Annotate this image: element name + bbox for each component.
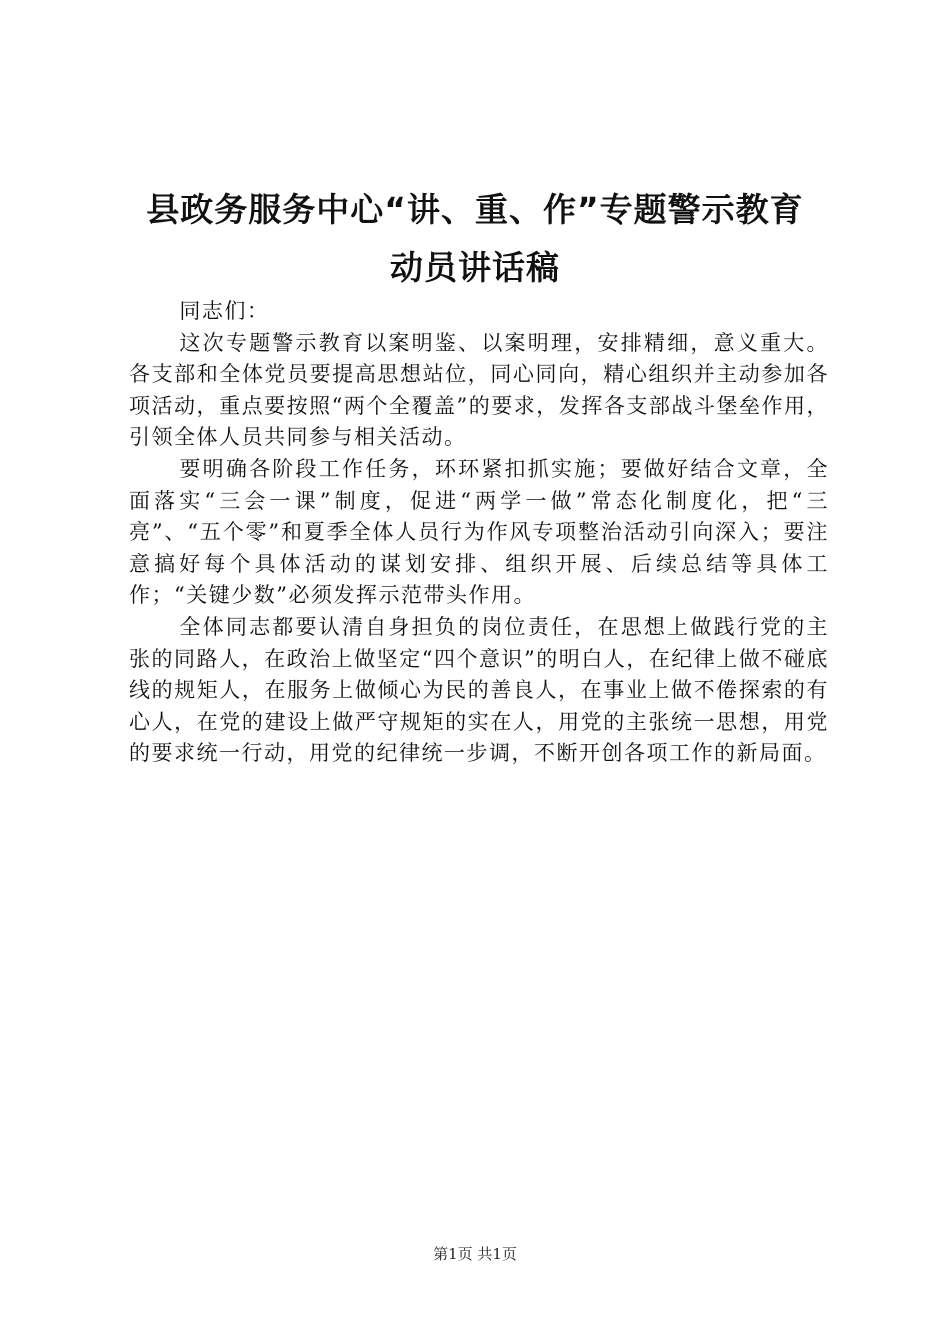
paragraph-2: 要明确各阶段工作任务，环环紧扣抓实施；要做好结合文章，全面落实“三会一课”制度，促进“两学一做”常态化制度化，把“三亮”、“五个零”和夏季全体人员行为作风专项整治活动引向深入；要注意搞好每个具体活动的谋划安排、组织开展、后续总结等具体工作；“关键少数”必须发挥示范带头作用。 (129, 456, 829, 608)
document-body (129, 296, 829, 770)
salutation: 同志们： (179, 299, 270, 323)
document-title-line-1: 县政务服务中心“讲、重、作”专题警示教育 (146, 190, 804, 229)
paragraph-3: 全体同志都要认清自身担负的岗位责任，在思想上做践行党的主张的同路人，在政治上做坚定“四个意识”的明白人，在纪律上做不碰底线的规矩人，在服务上做倾心为民的善良人，在事业上做不倦探索的有心人，在党的建设上做严守规矩的实在人，用党的主张统一思想，用党的要求统一行动，用党的纪律统一步调，不断开创各项工作的新局面。 (129, 614, 829, 766)
page-number-footer: 第1页 共1页 (433, 1245, 517, 1263)
paragraph-1: 这次专题警示教育以案明鉴、以案明理，安排精细，意义重大。各支部和全体党员要提高思想站位，同心同向，精心组织并主动参加各项活动，重点要按照“两个全覆盖”的要求，发挥各支部战斗堡垒作用，引领全体人员共同参与相关活动。 (129, 330, 829, 450)
document-title-line-2: 动员讲话稿 (390, 248, 560, 287)
